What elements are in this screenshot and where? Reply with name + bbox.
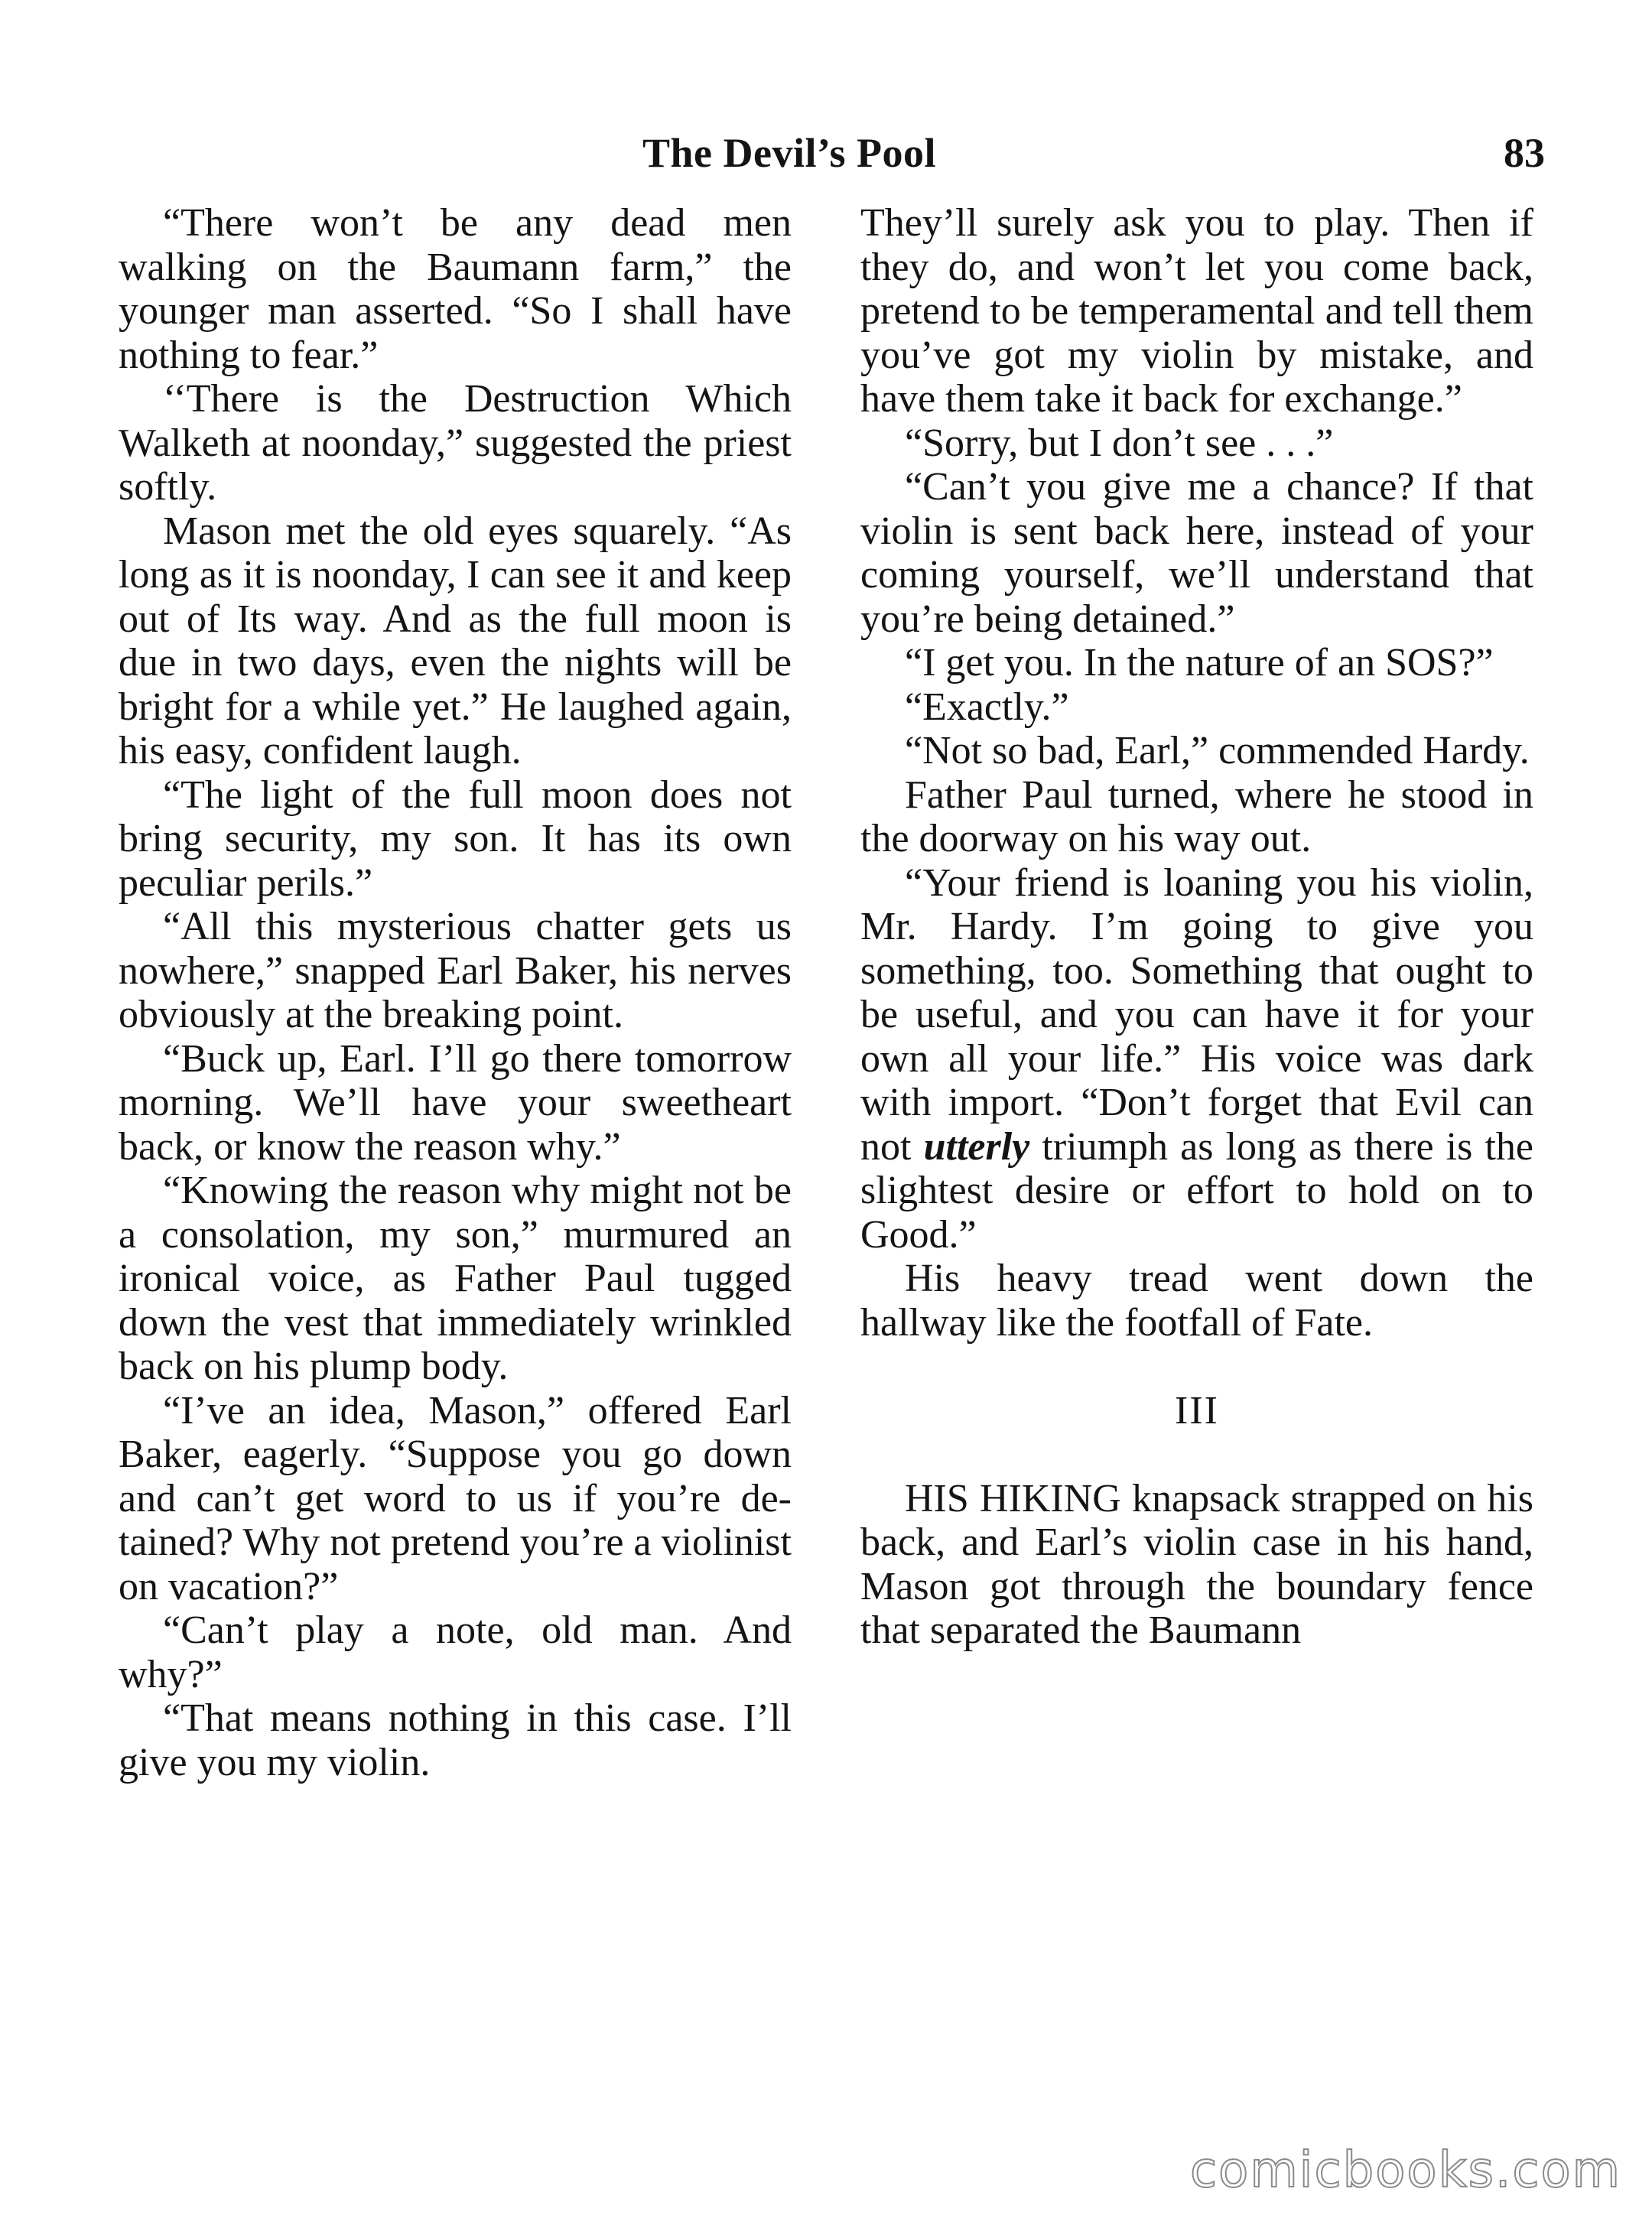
- paragraph: “The light of the full moon does not bring security, my son. It has its own peculiar perils.”: [119, 772, 792, 905]
- section-heading: III: [1175, 1388, 1219, 1433]
- paragraph: “Exactly.”: [905, 685, 1069, 729]
- italic-emphasis: utterly: [923, 1124, 1030, 1169]
- paragraph: ‘‘There is the Destruction Which Walketh at noonday,” suggested the priest softly.: [119, 377, 792, 509]
- paragraph: “All this mysterious chatter gets us nowhere,” snapped Earl Baker, his nerves obviously at the breaking point.: [119, 905, 792, 1036]
- paragraph: “I’ve an idea, Mason,” offered Earl Baker, eagerly. “Suppose you go down and can’t get word to us if you’re detained? Why not pretend you’re a violinist on vacation?”: [119, 1388, 792, 1608]
- paragraph-continued: They’ll surely ask you to play. Then if they do, and won’t let you come back, pretend to be temperamental and tell them you’ve got my violin by mistake, and have them take it back for exchange.”: [860, 201, 1533, 421]
- paragraph: Mason met the old eyes squarely. “As long as it is noonday, I can see it and keep out of Its way. And as the full moon is due in two days, even the nights will be bright for a while yet.” He laughed again, his easy, confident laugh.: [119, 509, 792, 772]
- paragraph: “Can’t you give me a chance? If that violin is sent back here, instead of your coming yourself, we’ll understand that you’re being detained.”: [860, 465, 1533, 641]
- paragraph-text: “Your friend is loaning you his violin, Mr. Hardy. I’m going to give you something, too. Something that ought to be useful, and you can have it for your own all your life.” His voice was dark with import. “Don’t forget that Evil can not: [860, 860, 1533, 1169]
- watermark-logo: comicbooks.com: [1189, 2142, 1621, 2199]
- paragraph: “Sorry, but I don’t see . . .”: [905, 421, 1334, 465]
- paragraph-text: triumph as long as there is the slightest desire or effort to hold on to Good.”: [860, 1124, 1533, 1257]
- text-column-left: [119, 201, 792, 1784]
- paragraph: “Not so bad, Earl,” commended Hardy.: [905, 729, 1530, 772]
- paragraph: “Buck up, Earl. I’ll go there tomorrow morning. We’ll have your sweetheart back, or know the reason why.”: [119, 1036, 792, 1169]
- paragraph: Father Paul turned, where he stood in the doorway on his way out.: [860, 772, 1533, 860]
- paragraph: “Knowing the reason why might not be a consolation, my son,” murmured an ironical voice, as Father Paul tugged down the vest that immediately wrinkled back on his plump body.: [119, 1169, 792, 1388]
- paragraph: “I get you. In the nature of an SOS?”: [905, 641, 1494, 685]
- page-number: 83: [1504, 130, 1545, 176]
- paragraph: His heavy tread went down the hallway like the footfall of Fate.: [860, 1257, 1533, 1345]
- text-column-right: [860, 201, 1533, 1653]
- paragraph: “That means nothing in this case. I’ll give you my violin.: [119, 1696, 792, 1784]
- paragraph: [860, 861, 1533, 1257]
- paragraph: “There won’t be any dead men walking on the Baumann farm,” the younger man asserted. “So I shall have nothing to fear.”: [119, 201, 792, 377]
- running-title: The Devil’s Pool: [642, 130, 936, 176]
- paragraph: HIS HIKING knapsack strapped on his back, and Earl’s violin case in his hand, Mason got through the boundary fence that separated the Baumann: [860, 1476, 1533, 1652]
- paragraph: “Can’t play a note, old man. And why?”: [119, 1608, 792, 1696]
